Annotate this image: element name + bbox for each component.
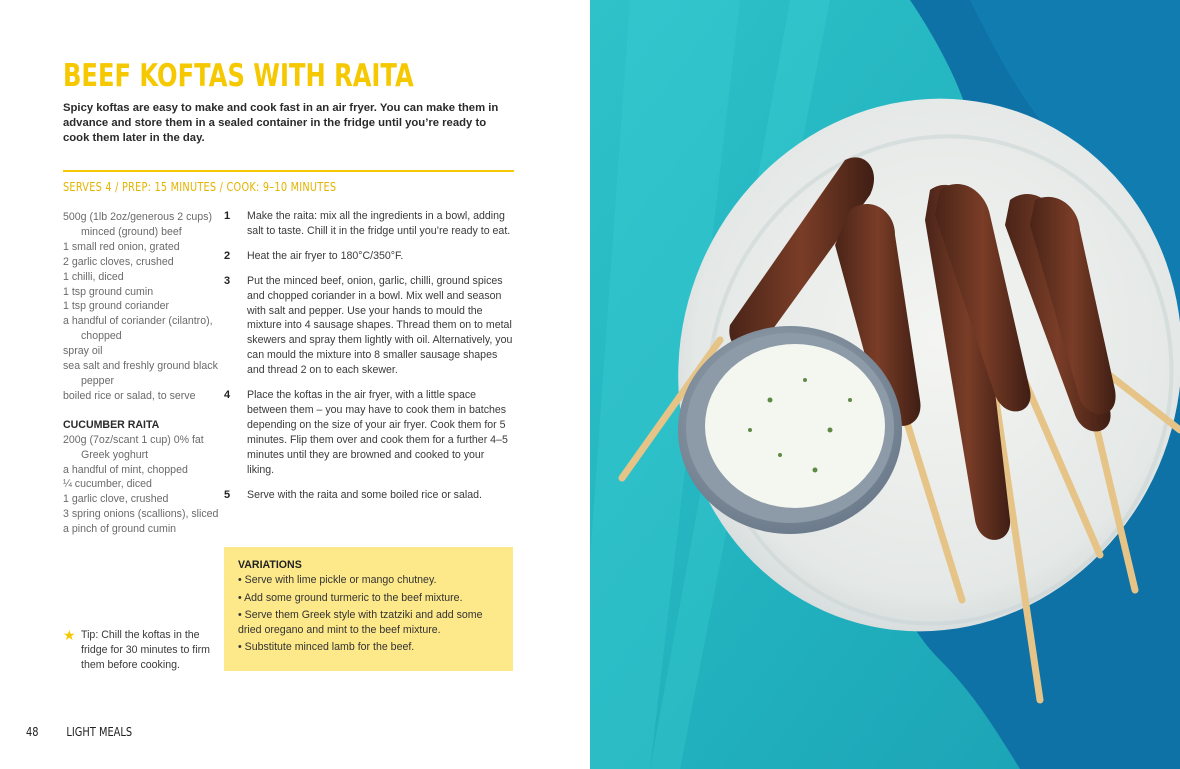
ingredient-item: a handful of coriander (cilantro), chopped [63, 315, 213, 343]
step-text: Place the koftas in the air fryer, with a little space between them – you may have to cook them in batches depending on the size of your air fryer. Cook them for 5 minutes. Flip them over and cook them for a further 4–5 minutes until they are browned and cooked to your liking. [247, 389, 508, 476]
raita-ingredient-item: a pinch of ground cumin [63, 523, 177, 536]
variation-item: • Serve with lime pickle or mango chutney. [238, 574, 437, 586]
mint-fleck [813, 468, 818, 473]
ingredient-item: boiled rice or salad, to serve [63, 389, 196, 402]
raita-yoghurt [705, 344, 885, 508]
ingredient-item: 2 garlic cloves, crushed [63, 255, 174, 268]
ingredient-item: spray oil [63, 345, 103, 358]
step-text: Make the raita: mix all the ingredients in a bowl, adding salt to taste. Chill it in the fridge until you’re ready to eat. [247, 210, 511, 237]
step-number: 5 [224, 488, 231, 501]
variations-box [224, 547, 513, 671]
tip-box [63, 628, 213, 673]
method-step [224, 249, 514, 264]
step-number: 1 [224, 210, 231, 222]
step-number: 2 [224, 249, 231, 262]
variation-item: • Substitute minced lamb for the beef. [238, 641, 415, 654]
variation-item: • Add some ground turmeric to the beef mixture. [238, 591, 463, 604]
recipe-title: BEEF KOFTAS WITH RAITA [63, 58, 414, 94]
method-step [224, 388, 514, 477]
mint-fleck [778, 453, 782, 457]
step-text: Serve with the raita and some boiled rice or salad. [247, 488, 482, 501]
tip-text: Tip: Chill the koftas in the fridge for 30 minutes to firm them before cooking. [81, 629, 210, 671]
variations-list [238, 573, 499, 655]
raita-ingredient-item: ¼ cucumber, diced [63, 478, 152, 491]
ingredient-item: 1 small red onion, grated [63, 240, 180, 253]
section-name: LIGHT MEALS [66, 725, 133, 739]
step-text: Heat the air fryer to 180°C/350°F. [247, 249, 404, 262]
raita-ingredient-item: a handful of mint, chopped [63, 463, 188, 476]
page-footer [26, 725, 132, 739]
variation-item: • Serve them Greek style with tzatziki and add some dried oregano and mint to the beef mixture. [238, 609, 483, 636]
recipe-intro: Spicy koftas are easy to make and cook fast in an air fryer. You can make them in advance and store them in a sealed container in the fridge until you’re ready to cook them later in the day. [63, 102, 499, 144]
method-steps [224, 209, 514, 512]
food-photo [590, 0, 1180, 769]
page-number: 48 [26, 725, 39, 739]
star-icon: ★ [63, 627, 76, 643]
koftas-photo-illustration [590, 0, 1180, 769]
mint-fleck [768, 398, 773, 403]
divider-rule [63, 170, 514, 172]
method-step [224, 209, 514, 239]
step-number: 3 [224, 274, 231, 287]
raita-ingredient-item: 1 garlic clove, crushed [63, 493, 169, 506]
ingredient-item: 1 tsp ground cumin [63, 285, 154, 298]
mint-fleck [828, 428, 833, 433]
raita-heading: CUCUMBER RAITA [63, 418, 160, 431]
method-step [224, 488, 514, 503]
mint-fleck [848, 398, 852, 402]
ingredient-item: 1 chilli, diced [63, 270, 124, 283]
raita-ingredient-item: 3 spring onions (scallions), sliced [63, 508, 219, 521]
mint-fleck [803, 378, 807, 382]
step-text: Put the minced beef, onion, garlic, chilli, ground spices and chopped coriander in a bowl. Mix well and season with salt and pepper. Use your hands to mould the mixture into 4 sausage shapes. Thread them on to metal skewers and spray them lightly with oil. Alternatively, you can mould the mixture into 8 smaller sausage shapes and thread 2 on to each skewer. [247, 274, 513, 377]
step-number: 4 [224, 389, 231, 402]
method-step [224, 274, 514, 378]
serves-prep-cook: SERVES 4 / PREP: 15 MINUTES / COOK: 9–10 MINUTES [63, 179, 337, 194]
ingredient-item: 1 tsp ground coriander [63, 300, 170, 313]
ingredients-list [63, 210, 223, 537]
ingredient-item: sea salt and freshly ground black pepper [63, 360, 218, 387]
variations-heading: VARIATIONS [238, 559, 302, 571]
raita-ingredient-item: 200g (7oz/scant 1 cup) 0% fat Greek yoghurt [63, 433, 204, 461]
mint-fleck [748, 428, 752, 432]
ingredient-item: 500g (1lb 2oz/generous 2 cups) minced (ground) beef [63, 211, 213, 238]
